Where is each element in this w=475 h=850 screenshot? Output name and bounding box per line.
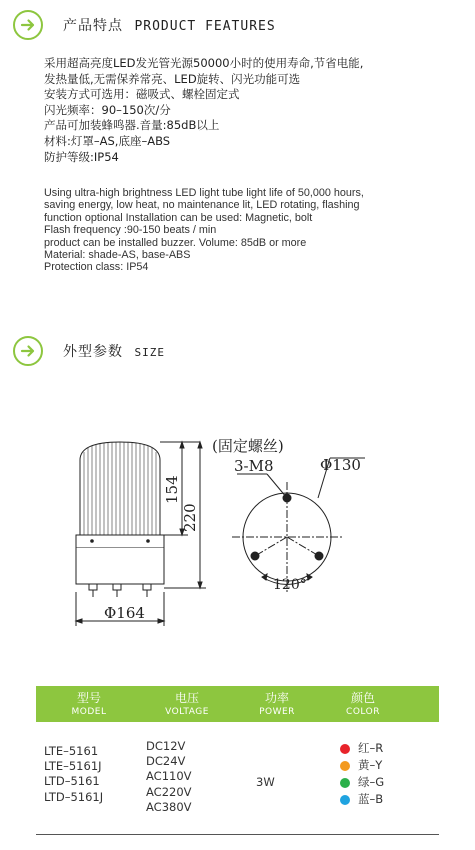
arrow-right-circle-icon — [13, 10, 43, 40]
zh-line: 材料:灯罩–AS,底座–ABS — [44, 133, 171, 148]
header-model — [44, 686, 134, 717]
model-item: LTE–5161 — [44, 744, 99, 758]
features-title — [63, 15, 276, 35]
color-option-green — [340, 774, 384, 791]
table-bottom-divider — [36, 834, 439, 835]
lamp-plan-view — [232, 458, 365, 592]
features-en-text — [44, 187, 464, 274]
en-line: function optional Installation can be used: Magnetic, bolt — [44, 211, 313, 224]
voltage-item: AC110V — [146, 769, 192, 784]
voltage-item: DC24V — [146, 754, 186, 769]
size-header — [13, 336, 165, 366]
top-diameter-label: Φ130 — [320, 456, 361, 474]
height-220-label: 220 — [181, 503, 199, 532]
voltage-cell — [146, 739, 192, 815]
size-title — [63, 341, 165, 361]
header-color-zh: 颜色 — [350, 691, 375, 705]
zh-line: 防护等级:IP54 — [44, 149, 119, 164]
power-cell — [256, 775, 275, 790]
header-voltage — [142, 686, 232, 717]
header-voltage-zh: 电压 — [174, 691, 199, 705]
size-title-zh: 外型参数 — [63, 344, 123, 360]
base-diameter-label: Φ164 — [104, 604, 145, 622]
model-cell — [44, 744, 103, 805]
features-title-zh: 产品特点 — [63, 18, 123, 34]
en-line: Flash frequency :90-150 beats / min — [44, 224, 217, 237]
yellow-dot-icon — [340, 761, 350, 771]
color-option-blue — [340, 791, 384, 808]
voltage-item: AC380V — [146, 799, 192, 814]
header-voltage-en: VOLTAGE — [165, 707, 209, 717]
zh-line: 产品可加装蜂鸣器.音量:85dB以上 — [44, 118, 220, 133]
bolt-note-label: (固定螺丝) — [212, 437, 284, 455]
zh-line: 闪光频率：90–150次/分 — [44, 102, 171, 117]
voltage-item: AC220V — [146, 784, 192, 799]
features-title-en: PRODUCT FEATURES — [134, 19, 276, 34]
power-value: 3W — [256, 775, 275, 789]
color-option-yellow — [340, 757, 384, 774]
header-color — [318, 686, 408, 717]
en-line: Protection class: IP54 — [44, 261, 149, 274]
model-item: LTD–5161 — [44, 774, 100, 789]
header-model-en: MODEL — [71, 707, 107, 717]
size-title-en: SIZE — [134, 346, 165, 359]
header-model-zh: 型号 — [76, 691, 101, 705]
zh-line: 采用超高亮度LED发光管光源50000小时的使用寿命,节省电能, — [44, 56, 364, 70]
voltage-item: DC12V — [146, 739, 186, 753]
color-cell — [340, 740, 384, 808]
dimension-drawing — [0, 420, 475, 640]
header-power-en: POWER — [259, 707, 295, 717]
header-color-en: COLOR — [346, 707, 380, 717]
en-line: Material: shade-AS, base-ABS — [44, 249, 191, 262]
bolt-spec-label: 3-M8 — [234, 457, 274, 475]
spec-table-header — [36, 686, 439, 722]
en-line: product can be installed buzzer. Volume: 85dB or more — [44, 236, 307, 249]
color-label: 绿–G — [358, 774, 385, 789]
color-label: 蓝–B — [358, 791, 384, 806]
model-item: LTE–5161J — [44, 759, 102, 774]
arrow-right-circle-icon — [13, 336, 43, 366]
color-option-red — [340, 740, 384, 757]
features-header — [13, 10, 276, 40]
features-zh-text — [44, 56, 464, 165]
green-dot-icon — [340, 778, 350, 788]
red-dot-icon — [340, 744, 350, 754]
en-line: saving energy, low heat, no maintenance lit, LED rotating, flashing — [44, 199, 360, 212]
angle-label: 120° — [273, 577, 307, 593]
height-154-label: 154 — [163, 475, 181, 504]
model-item: LTD–5161J — [44, 789, 104, 804]
en-line: Using ultra-high brightness LED light tube light life of 50,000 hours, — [44, 187, 364, 199]
header-power — [232, 686, 322, 717]
blue-dot-icon — [340, 795, 350, 805]
zh-line: 安装方式可选用：磁吸式、螺栓固定式 — [44, 87, 240, 102]
header-power-zh: 功率 — [264, 691, 289, 705]
zh-line: 发热量低,无需保养常亮、LED旋转、闪光功能可选 — [44, 71, 301, 86]
color-label: 红–R — [358, 740, 384, 755]
lamp-side-view — [76, 442, 164, 597]
color-label: 黄–Y — [358, 757, 383, 772]
